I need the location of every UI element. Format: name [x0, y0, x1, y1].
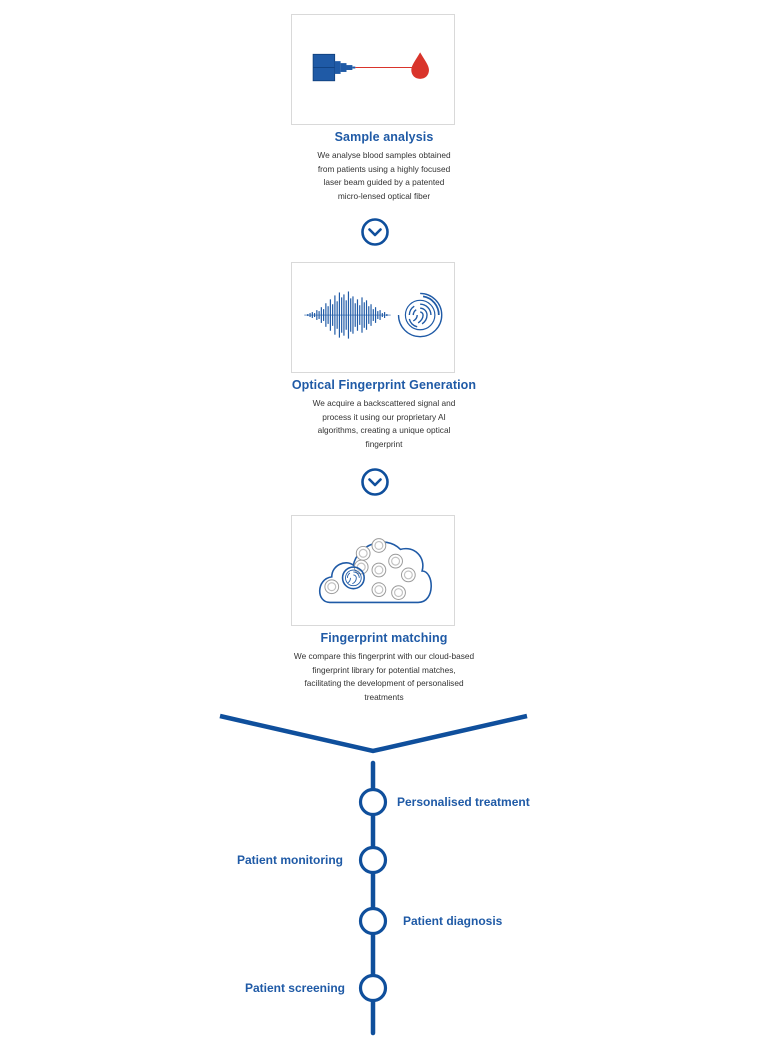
step-description — [264, 397, 504, 451]
description-line: micro-lensed optical fiber — [337, 190, 431, 201]
description-line: We compare this fingerprint with our cloud-based — [293, 651, 475, 661]
description-line: facilitating the development of personalised — [304, 678, 464, 689]
timeline-node — [361, 848, 386, 873]
fingerprint-generation-card — [291, 262, 455, 373]
cloud-library-illustration — [292, 516, 454, 625]
library-fingerprint-icon — [356, 546, 370, 560]
signal-fingerprint-illustration — [292, 263, 454, 372]
timeline-node — [361, 976, 386, 1001]
laser-fiber-illustration — [292, 15, 454, 124]
timeline-label: Patient monitoring — [237, 853, 343, 867]
chevron-down-icon — [360, 217, 390, 247]
timeline-label: Patient diagnosis — [403, 914, 503, 928]
description-line: We acquire a backscattered signal and — [312, 398, 456, 408]
fiber-device-icon — [313, 54, 355, 81]
chevron-down-icon — [360, 467, 390, 497]
step-description — [264, 149, 504, 203]
library-fingerprint-icon — [372, 563, 386, 577]
step-title: Sample analysis — [334, 130, 434, 144]
description-line: algorithms, creating a unique optical — [317, 425, 451, 436]
fingerprint-matching-card — [291, 515, 455, 626]
library-fingerprint-icon — [401, 568, 415, 582]
library-fingerprint-icon — [325, 580, 339, 594]
step-description — [264, 650, 504, 704]
library-fingerprint-icon — [372, 583, 386, 597]
waveform-icon — [304, 291, 390, 338]
library-fingerprint-icon — [389, 554, 403, 568]
library-fingerprint-icon — [372, 539, 386, 553]
description-line: We analyse blood samples obtained — [317, 150, 451, 160]
fingerprint-icon — [399, 293, 442, 336]
description-line: from patients using a highly focused — [317, 163, 451, 174]
timeline-label: Personalised treatment — [397, 795, 530, 809]
step-title: Optical Fingerprint Generation — [291, 378, 477, 392]
description-line: laser beam guided by a patented — [323, 177, 445, 188]
description-line: process it using our proprietary AI — [322, 411, 446, 422]
blood-drop-icon — [411, 52, 429, 79]
sample-analysis-card — [291, 14, 455, 125]
timeline-node — [361, 909, 386, 934]
funnel-line — [220, 716, 527, 751]
description-line: treatments — [364, 691, 404, 702]
library-fingerprint-icon — [392, 586, 406, 600]
description-line: fingerprint library for potential matches, — [312, 664, 456, 675]
outcome-timeline — [0, 705, 768, 1045]
description-line: fingerprint — [365, 438, 403, 449]
timeline-node — [361, 790, 386, 815]
timeline-label: Patient screening — [244, 981, 345, 995]
step-title: Fingerprint matching — [320, 631, 448, 645]
